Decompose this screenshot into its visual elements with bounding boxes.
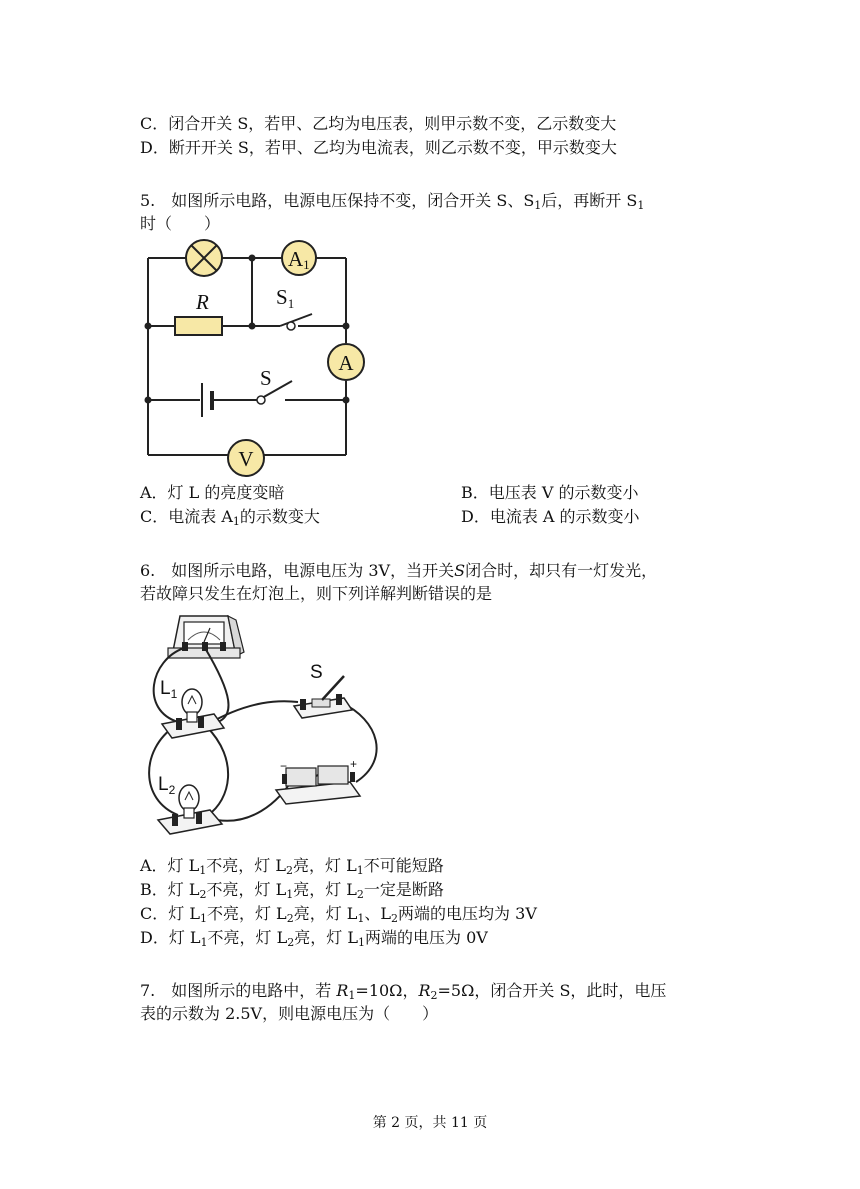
- q4-option-c: C．闭合开关 S，若甲、乙均为电压表，则甲示数不变，乙示数变大: [140, 114, 617, 133]
- battery-minus: −: [280, 759, 288, 773]
- svg-text:A: A: [338, 351, 354, 375]
- q7-stem-line2: 表的示数为 2.5V，则电源电压为（ ）: [140, 1004, 439, 1023]
- q7-stem: 7. 如图所示的电路中，若 $R_1=10\Omega$，$R_2=5\Omega$，闭合开关 S，此时，电压: [140, 981, 667, 1002]
- resistor-label: R: [196, 290, 209, 314]
- switch-label: S: [310, 662, 323, 683]
- l1-label: $L_1$: [160, 678, 178, 701]
- q6-stem: 6. 如图所示电路，电源电压为 3V，当开关S闭合时，却只有一灯发光，: [140, 561, 658, 580]
- q6-option-d: D．灯 $L_1$不亮，灯 $L_2$亮，灯 $L_1$两端的电压为 0V: [140, 928, 488, 949]
- battery-plus: +: [350, 757, 358, 771]
- q4-option-d: D．断开开关 S，若甲、乙均为电流表，则乙示数不变，甲示数变大: [140, 138, 617, 157]
- switch-board: [294, 676, 352, 718]
- switch-s1-label: S1: [276, 285, 295, 311]
- page-footer: 第 2 页，共 11 页: [372, 1115, 488, 1131]
- voltmeter-device: [168, 616, 244, 658]
- q5-stem: 5. 如图所示电路，电源电压保持不变，闭合开关 S、$S_1$后，再断开 $S_1$: [140, 191, 645, 212]
- q6-option-c: C．灯 $L_1$不亮，灯 $L_2$亮，灯 $L_1$、$L_2$两端的电压均为 3V: [140, 904, 537, 925]
- l2-label: $L_2$: [158, 774, 176, 797]
- switch-s-label: S: [260, 366, 272, 390]
- battery-box: [276, 766, 360, 804]
- q5-option-d: D．电流表 A 的示数变小: [461, 507, 640, 526]
- svg-text:V: V: [238, 447, 254, 471]
- q6-stem-line2: 若故障只发生在灯泡上，则下列详解判断错误的是: [140, 584, 493, 603]
- q5-option-c: C．电流表 $A_1$的示数变大: [140, 507, 320, 528]
- q5-option-a: A．灯 L 的亮度变暗: [140, 483, 285, 502]
- q5-option-b: B．电压表 V 的示数变小: [461, 483, 639, 502]
- q6-option-b: B．灯 $L_2$不亮，灯 $L_1$亮，灯 $L_2$一定是断路: [140, 880, 444, 901]
- svg-text:A1: A1: [288, 247, 310, 272]
- q5-stem-line2: 时（ ）: [140, 214, 221, 233]
- q6-option-a: A．灯 $L_1$不亮，灯 $L_2$亮，灯 $L_1$不可能短路: [140, 856, 444, 877]
